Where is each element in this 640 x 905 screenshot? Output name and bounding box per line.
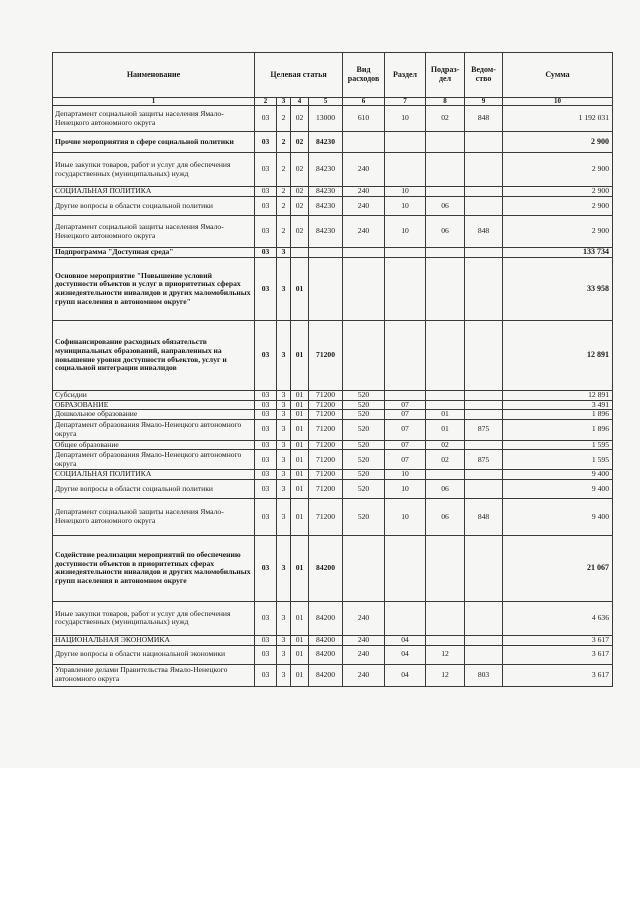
target-code-1-cell: 03: [255, 197, 277, 216]
target-code-4-cell: 84230: [309, 216, 343, 248]
section-cell: 10: [385, 216, 426, 248]
row-name-cell: Департамент социальной защиты населения Ямало-Ненецкого автономного округа: [53, 106, 255, 132]
department-cell: 848: [465, 498, 503, 535]
sum-cell: 12 891: [503, 391, 613, 401]
target-code-2-cell: 3: [277, 248, 291, 258]
section-cell: [385, 132, 426, 153]
target-code-3-cell: 01: [291, 664, 309, 686]
target-code-4-cell: 71200: [309, 440, 343, 450]
target-code-1-cell: 03: [255, 321, 277, 391]
expense-type-cell: [343, 258, 385, 321]
row-name-cell: Прочие мероприятия в сфере социальной политики: [53, 132, 255, 153]
target-code-1-cell: 03: [255, 470, 277, 480]
target-code-3-cell: 02: [291, 132, 309, 153]
expense-type-cell: [343, 535, 385, 601]
row-name-cell: Основное мероприятие "Повышение условий доступности объектов и услуг в приоритетных сферах жизнедеятельности инвалидов и других маломобильных групп населения в автономном округе": [53, 258, 255, 321]
sum-cell: 1 896: [503, 419, 613, 440]
expense-type-cell: [343, 248, 385, 258]
subsection-cell: 01: [426, 419, 465, 440]
subsection-cell: 02: [426, 450, 465, 470]
subsection-cell: [426, 321, 465, 391]
department-cell: [465, 391, 503, 401]
sum-cell: 12 891: [503, 321, 613, 391]
page-margin: [0, 768, 640, 905]
subsection-cell: 06: [426, 479, 465, 498]
target-code-2-cell: 3: [277, 535, 291, 601]
subsection-cell: 12: [426, 645, 465, 664]
column-number: 2: [255, 98, 277, 106]
target-code-4-cell: 71200: [309, 321, 343, 391]
section-cell: [385, 248, 426, 258]
target-code-1-cell: 03: [255, 400, 277, 410]
table-row: [53, 664, 613, 686]
target-code-2-cell: 3: [277, 450, 291, 470]
row-name-cell: Дошкольное образование: [53, 410, 255, 420]
target-code-1-cell: 03: [255, 635, 277, 645]
sum-cell: 2 900: [503, 187, 613, 197]
subsection-cell: 02: [426, 106, 465, 132]
section-cell: 10: [385, 479, 426, 498]
department-cell: 848: [465, 106, 503, 132]
target-code-4-cell: 84200: [309, 664, 343, 686]
expense-type-cell: 610: [343, 106, 385, 132]
target-code-4-cell: [309, 258, 343, 321]
target-code-4-cell: 71200: [309, 470, 343, 480]
target-code-1-cell: 03: [255, 391, 277, 401]
row-name-cell: Субсидии: [53, 391, 255, 401]
row-name-cell: СОЦИАЛЬНАЯ ПОЛИТИКА: [53, 187, 255, 197]
expense-type-cell: 520: [343, 470, 385, 480]
row-name-cell: Департамент образования Ямало-Ненецкого автономного округа: [53, 419, 255, 440]
row-name-cell: Управление делами Правительства Ямало-Ненецкого автономного округа: [53, 664, 255, 686]
section-cell: 04: [385, 645, 426, 664]
department-cell: [465, 153, 503, 187]
target-code-2-cell: 2: [277, 153, 291, 187]
target-code-1-cell: 03: [255, 216, 277, 248]
target-code-1-cell: 03: [255, 410, 277, 420]
column-number: 5: [309, 98, 343, 106]
section-cell: 10: [385, 106, 426, 132]
expense-type-cell: [343, 132, 385, 153]
target-code-3-cell: 01: [291, 391, 309, 401]
subsection-cell: [426, 400, 465, 410]
table-row: [53, 470, 613, 480]
expense-type-cell: [343, 321, 385, 391]
table-row: [53, 216, 613, 248]
table-row: [53, 535, 613, 601]
department-cell: [465, 479, 503, 498]
target-code-2-cell: 2: [277, 106, 291, 132]
sum-cell: 9 400: [503, 479, 613, 498]
row-name-cell: Департамент социальной защиты населения Ямало-Ненецкого автономного округа: [53, 216, 255, 248]
subsection-cell: 01: [426, 410, 465, 420]
target-code-2-cell: 3: [277, 601, 291, 635]
target-code-3-cell: 02: [291, 197, 309, 216]
section-cell: [385, 601, 426, 635]
sum-cell: 2 900: [503, 197, 613, 216]
target-code-2-cell: 3: [277, 645, 291, 664]
header-expense-type: Вид расходов: [343, 53, 385, 98]
expense-type-cell: 520: [343, 391, 385, 401]
section-cell: 07: [385, 410, 426, 420]
table-row: [53, 400, 613, 410]
target-code-4-cell: 84200: [309, 645, 343, 664]
section-cell: [385, 153, 426, 187]
row-name-cell: Другие вопросы в области социальной политики: [53, 197, 255, 216]
target-code-2-cell: 2: [277, 216, 291, 248]
subsection-cell: [426, 258, 465, 321]
section-cell: 07: [385, 400, 426, 410]
table-row: [53, 197, 613, 216]
row-name-cell: Другие вопросы в области национальной экономики: [53, 645, 255, 664]
subsection-cell: [426, 470, 465, 480]
sum-cell: 1 192 031: [503, 106, 613, 132]
expense-type-cell: 520: [343, 410, 385, 420]
target-code-4-cell: 71200: [309, 498, 343, 535]
subsection-cell: 06: [426, 216, 465, 248]
column-number: 8: [426, 98, 465, 106]
row-name-cell: Подпрограмма "Доступная среда": [53, 248, 255, 258]
sum-cell: 1 896: [503, 410, 613, 420]
subsection-cell: [426, 187, 465, 197]
table-row: [53, 450, 613, 470]
target-code-3-cell: 01: [291, 635, 309, 645]
header-department: Ведом-ство: [465, 53, 503, 98]
target-code-2-cell: 2: [277, 197, 291, 216]
target-code-2-cell: 3: [277, 635, 291, 645]
sum-cell: 2 900: [503, 216, 613, 248]
sum-cell: 2 900: [503, 132, 613, 153]
section-cell: [385, 321, 426, 391]
target-code-2-cell: 3: [277, 419, 291, 440]
sum-cell: 21 067: [503, 535, 613, 601]
department-cell: [465, 470, 503, 480]
row-name-cell: Иные закупки товаров, работ и услуг для обеспечения государственных (муниципальных) нужд: [53, 153, 255, 187]
header-name: Наименование: [53, 53, 255, 98]
subsection-cell: [426, 153, 465, 187]
table-row: [53, 410, 613, 420]
target-code-4-cell: [309, 248, 343, 258]
table-row: [53, 106, 613, 132]
table-row: [53, 187, 613, 197]
header-subsection: Подраз-дел: [426, 53, 465, 98]
column-number: 6: [343, 98, 385, 106]
department-cell: 875: [465, 419, 503, 440]
target-code-4-cell: 71200: [309, 410, 343, 420]
section-cell: 07: [385, 419, 426, 440]
target-code-3-cell: 01: [291, 479, 309, 498]
target-code-4-cell: 71200: [309, 419, 343, 440]
target-code-1-cell: 03: [255, 498, 277, 535]
table-row: [53, 321, 613, 391]
department-cell: [465, 601, 503, 635]
subsection-cell: 06: [426, 498, 465, 535]
row-name-cell: ОБРАЗОВАНИЕ: [53, 400, 255, 410]
target-code-1-cell: 03: [255, 258, 277, 321]
row-name-cell: Департамент образования Ямало-Ненецкого автономного округа: [53, 450, 255, 470]
target-code-3-cell: 02: [291, 216, 309, 248]
table-row: [53, 601, 613, 635]
table-row: [53, 248, 613, 258]
target-code-3-cell: 02: [291, 106, 309, 132]
target-code-1-cell: 03: [255, 132, 277, 153]
row-name-cell: Другие вопросы в области социальной политики: [53, 479, 255, 498]
table-header-row: [53, 53, 613, 98]
expense-type-cell: 240: [343, 187, 385, 197]
department-cell: [465, 440, 503, 450]
row-name-cell: НАЦИОНАЛЬНАЯ ЭКОНОМИКА: [53, 635, 255, 645]
department-cell: 848: [465, 216, 503, 248]
row-name-cell: СОЦИАЛЬНАЯ ПОЛИТИКА: [53, 470, 255, 480]
subsection-cell: [426, 132, 465, 153]
target-code-3-cell: 01: [291, 440, 309, 450]
expense-type-cell: 240: [343, 635, 385, 645]
row-name-cell: Департамент социальной защиты населения Ямало-Ненецкого автономного округа: [53, 498, 255, 535]
expense-type-cell: 520: [343, 440, 385, 450]
section-cell: [385, 391, 426, 401]
target-code-4-cell: 84230: [309, 197, 343, 216]
target-code-2-cell: 2: [277, 187, 291, 197]
sum-cell: 133 734: [503, 248, 613, 258]
department-cell: [465, 635, 503, 645]
target-code-4-cell: 13000: [309, 106, 343, 132]
target-code-4-cell: 84230: [309, 132, 343, 153]
target-code-2-cell: 3: [277, 470, 291, 480]
row-name-cell: Софинансирование расходных обязательств муниципальных образований, направленных на повышение уровня доступности объектов, услуг и социальной интеграции инвалидов: [53, 321, 255, 391]
target-code-2-cell: 3: [277, 440, 291, 450]
sum-cell: 1 595: [503, 450, 613, 470]
target-code-4-cell: 84200: [309, 601, 343, 635]
column-number-row: [53, 98, 613, 106]
sum-cell: 3 617: [503, 664, 613, 686]
target-code-1-cell: 03: [255, 419, 277, 440]
target-code-4-cell: 71200: [309, 400, 343, 410]
department-cell: [465, 248, 503, 258]
table-row: [53, 645, 613, 664]
subsection-cell: 02: [426, 440, 465, 450]
expense-type-cell: 520: [343, 400, 385, 410]
target-code-2-cell: 3: [277, 400, 291, 410]
department-cell: 803: [465, 664, 503, 686]
target-code-3-cell: 01: [291, 410, 309, 420]
table-row: [53, 479, 613, 498]
target-code-4-cell: 84230: [309, 153, 343, 187]
sum-cell: 1 595: [503, 440, 613, 450]
target-code-2-cell: 3: [277, 479, 291, 498]
target-code-1-cell: 03: [255, 187, 277, 197]
column-number: 7: [385, 98, 426, 106]
column-number: 9: [465, 98, 503, 106]
table-row: [53, 419, 613, 440]
target-code-2-cell: 2: [277, 132, 291, 153]
column-number: 4: [291, 98, 309, 106]
table-row: [53, 132, 613, 153]
section-cell: 07: [385, 440, 426, 450]
header-section: Раздел: [385, 53, 426, 98]
subsection-cell: [426, 535, 465, 601]
target-code-2-cell: 3: [277, 321, 291, 391]
column-number: 10: [503, 98, 613, 106]
section-cell: 10: [385, 197, 426, 216]
target-code-1-cell: 03: [255, 440, 277, 450]
target-code-2-cell: 3: [277, 664, 291, 686]
department-cell: [465, 645, 503, 664]
target-code-3-cell: 01: [291, 419, 309, 440]
target-code-3-cell: 02: [291, 187, 309, 197]
subsection-cell: [426, 248, 465, 258]
column-number: 1: [53, 98, 255, 106]
expense-type-cell: 520: [343, 479, 385, 498]
expense-type-cell: 520: [343, 498, 385, 535]
section-cell: [385, 258, 426, 321]
section-cell: 10: [385, 470, 426, 480]
department-cell: [465, 410, 503, 420]
target-code-4-cell: 84200: [309, 535, 343, 601]
target-code-3-cell: 01: [291, 470, 309, 480]
target-code-1-cell: 03: [255, 248, 277, 258]
row-name-cell: Общее образование: [53, 440, 255, 450]
sum-cell: 3 491: [503, 400, 613, 410]
section-cell: [385, 535, 426, 601]
department-cell: [465, 535, 503, 601]
target-code-3-cell: 01: [291, 258, 309, 321]
sum-cell: 3 617: [503, 645, 613, 664]
sum-cell: 9 400: [503, 470, 613, 480]
expense-type-cell: 520: [343, 450, 385, 470]
subsection-cell: [426, 601, 465, 635]
section-cell: 10: [385, 187, 426, 197]
target-code-4-cell: 71200: [309, 391, 343, 401]
table-row: [53, 635, 613, 645]
table-row: [53, 258, 613, 321]
target-code-1-cell: 03: [255, 535, 277, 601]
sum-cell: 4 636: [503, 601, 613, 635]
subsection-cell: 06: [426, 197, 465, 216]
target-code-4-cell: 84230: [309, 187, 343, 197]
target-code-3-cell: 01: [291, 321, 309, 391]
sum-cell: 33 958: [503, 258, 613, 321]
target-code-4-cell: 71200: [309, 450, 343, 470]
subsection-cell: [426, 391, 465, 401]
expense-type-cell: 240: [343, 153, 385, 187]
department-cell: [465, 187, 503, 197]
target-code-3-cell: 02: [291, 153, 309, 187]
target-code-3-cell: 01: [291, 645, 309, 664]
sum-cell: 2 900: [503, 153, 613, 187]
header-target-article: Целевая статья: [255, 53, 343, 98]
target-code-2-cell: 3: [277, 498, 291, 535]
expense-type-cell: 240: [343, 664, 385, 686]
target-code-3-cell: 01: [291, 498, 309, 535]
department-cell: [465, 132, 503, 153]
target-code-3-cell: 01: [291, 400, 309, 410]
department-cell: [465, 321, 503, 391]
department-cell: [465, 258, 503, 321]
expense-type-cell: 240: [343, 645, 385, 664]
department-cell: [465, 197, 503, 216]
section-cell: 04: [385, 635, 426, 645]
sum-cell: 9 400: [503, 498, 613, 535]
section-cell: 10: [385, 498, 426, 535]
subsection-cell: [426, 635, 465, 645]
target-code-2-cell: 3: [277, 258, 291, 321]
target-code-4-cell: 71200: [309, 479, 343, 498]
target-code-1-cell: 03: [255, 601, 277, 635]
target-code-3-cell: [291, 248, 309, 258]
target-code-3-cell: 01: [291, 450, 309, 470]
expense-type-cell: 240: [343, 216, 385, 248]
row-name-cell: Иные закупки товаров, работ и услуг для обеспечения государственных (муниципальных) нужд: [53, 601, 255, 635]
table-row: [53, 440, 613, 450]
table-row: [53, 153, 613, 187]
target-code-2-cell: 3: [277, 391, 291, 401]
department-cell: 875: [465, 450, 503, 470]
expense-type-cell: 240: [343, 197, 385, 216]
budget-table: [52, 52, 613, 687]
subsection-cell: 12: [426, 664, 465, 686]
header-sum: Сумма: [503, 53, 613, 98]
target-code-1-cell: 03: [255, 153, 277, 187]
table-body: [53, 106, 613, 687]
table-row: [53, 498, 613, 535]
table-row: [53, 391, 613, 401]
expense-type-cell: 520: [343, 419, 385, 440]
column-number: 3: [277, 98, 291, 106]
row-name-cell: Содействие реализации мероприятий по обеспечению доступности объектов в приоритетных сферах жизнедеятельности инвалидов и других маломобильных групп населения в автономном округе: [53, 535, 255, 601]
target-code-1-cell: 03: [255, 479, 277, 498]
target-code-3-cell: 01: [291, 601, 309, 635]
target-code-1-cell: 03: [255, 106, 277, 132]
target-code-1-cell: 03: [255, 664, 277, 686]
expense-type-cell: 240: [343, 601, 385, 635]
sum-cell: 3 617: [503, 635, 613, 645]
target-code-1-cell: 03: [255, 450, 277, 470]
department-cell: [465, 400, 503, 410]
target-code-3-cell: 01: [291, 535, 309, 601]
section-cell: 07: [385, 450, 426, 470]
target-code-2-cell: 3: [277, 410, 291, 420]
target-code-4-cell: 84200: [309, 635, 343, 645]
target-code-1-cell: 03: [255, 645, 277, 664]
section-cell: 04: [385, 664, 426, 686]
